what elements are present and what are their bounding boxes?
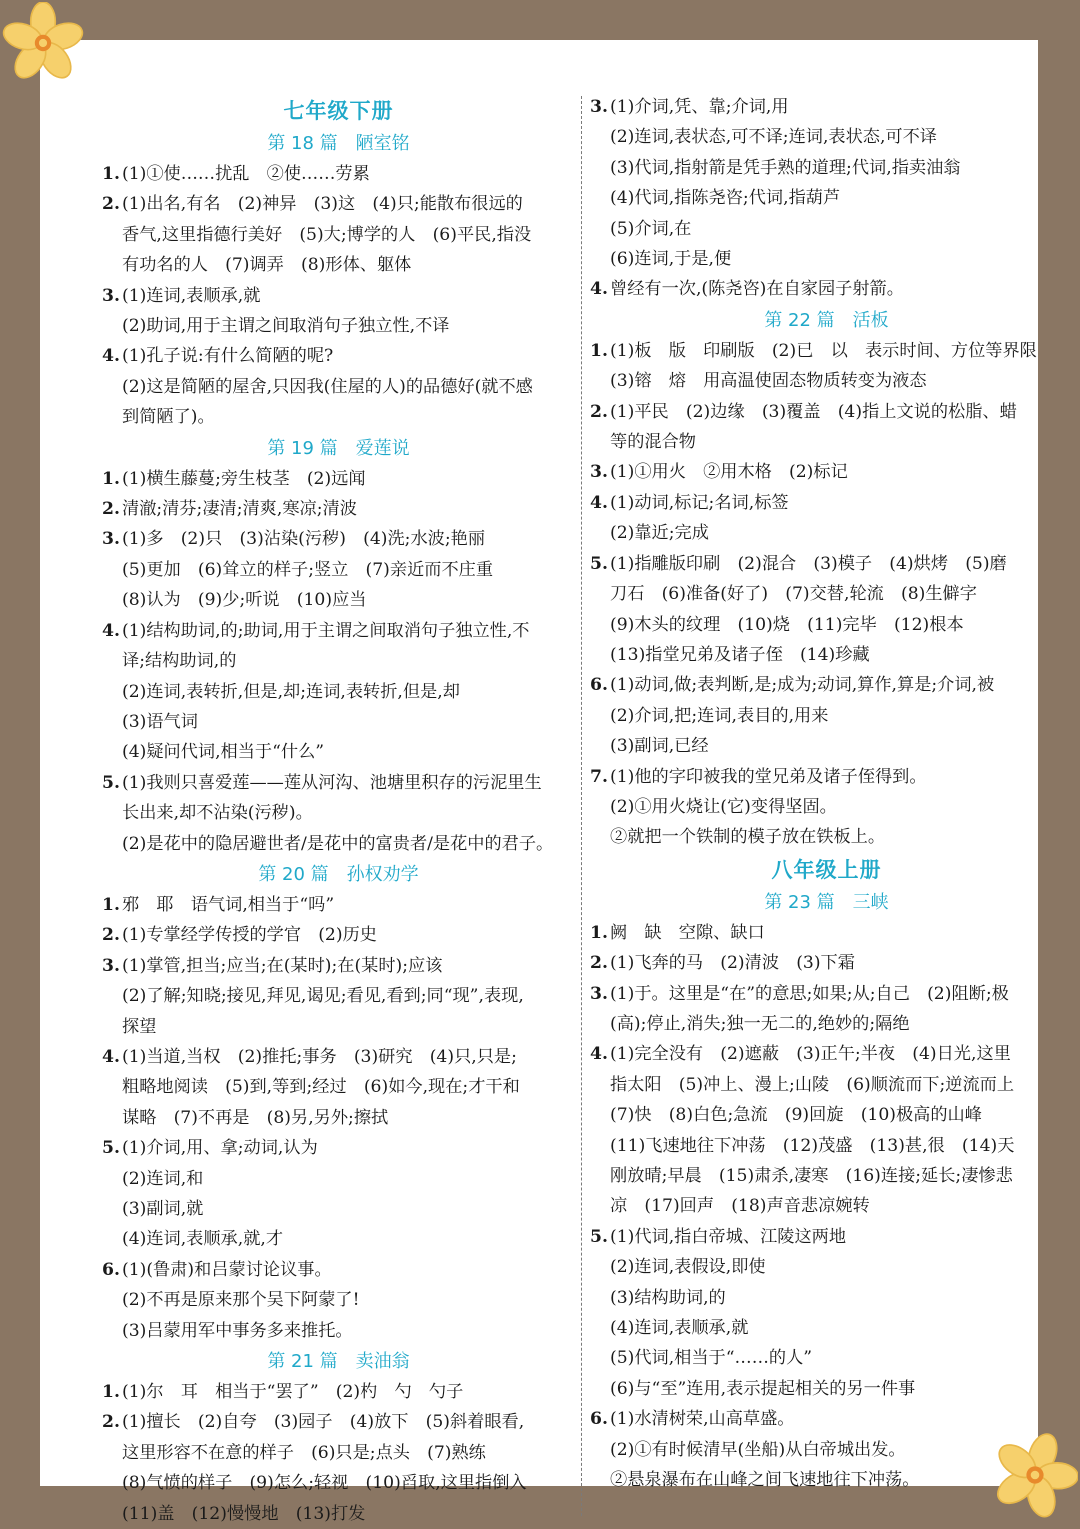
answer-line: (1)尔 耳 相当于“罢了” (2)杓 勺 勺子 xyxy=(122,1382,464,1403)
answer-line: 曾经有一次,(陈尧咨)在自家园子射箭。 xyxy=(610,279,904,300)
answer-item xyxy=(102,1255,575,1346)
answer-line: (2)是花中的隐居避世者/是花中的富贵者/是花中的君子。 xyxy=(122,833,554,854)
answer-item xyxy=(590,979,1063,1040)
answer-line: (2)连词,和 xyxy=(122,1168,204,1189)
answer-line: (2)这是简陋的屋舍,只因我(住屋的人)的品德好(就不感 xyxy=(122,376,533,397)
question-number: 5. xyxy=(102,772,120,793)
section-number: 第 20 篇 xyxy=(258,863,329,885)
question-number: 2. xyxy=(590,953,608,974)
answer-line: (1)连词,表顺承,就 xyxy=(122,285,261,306)
answer-line: (高);停止,消失;独一无二的,绝妙的;隔绝 xyxy=(610,1013,910,1034)
section-heading xyxy=(590,305,1063,336)
answer-line: (1)指雕版印刷 (2)混合 (3)模子 (4)烘烤 (5)磨 xyxy=(610,553,1007,574)
answer-line: 邪 耶 语气词,相当于“吗” xyxy=(122,894,335,915)
question-number: 1. xyxy=(590,340,608,361)
answer-line: 译;结构助词,的 xyxy=(122,651,237,672)
answer-line: 香气,这里指德行美好 (5)大;博学的人 (6)平民,指没 xyxy=(122,224,532,245)
answer-item xyxy=(102,341,575,432)
answer-line: 等的混合物 xyxy=(610,432,696,453)
flower-decoration-top-left xyxy=(2,2,84,84)
answer-line: (1)介词,凭、靠;介词,用 xyxy=(610,97,789,117)
answer-line: (1)当道,当权 (2)推托;事务 (3)研究 (4)只,只是; xyxy=(122,1046,517,1067)
answer-line: 凉 (17)回声 (18)声音悲凉婉转 xyxy=(610,1196,870,1217)
answer-item xyxy=(102,524,575,615)
answer-line: (8)气愤的样子 (9)怎么;轻视 (10)舀取,这里指倒入 xyxy=(122,1473,527,1494)
answer-line: (8)认为 (9)少;听说 (10)应当 xyxy=(122,590,367,611)
answer-item xyxy=(590,549,1063,671)
answer-line: (2)连词,表假设,即使 xyxy=(610,1257,766,1278)
answer-line: (2)①用火烧让(它)变得坚固。 xyxy=(610,796,837,817)
answer-item xyxy=(102,281,575,342)
answer-line: (2)介词,把;连词,表目的,用来 xyxy=(610,705,829,726)
answer-item xyxy=(590,92,1063,274)
answer-line: (3)结构助词,的 xyxy=(610,1287,726,1308)
section-title: 陋室铭 xyxy=(355,133,410,154)
right-column xyxy=(590,92,1063,1495)
question-number: 6. xyxy=(590,675,608,696)
question-number: 6. xyxy=(590,1409,608,1430)
question-number: 4. xyxy=(102,346,120,367)
section-number: 第 19 篇 xyxy=(267,437,338,459)
answer-line: (4)疑问代词,相当于“什么” xyxy=(122,742,325,763)
section-heading xyxy=(102,128,575,159)
section-heading xyxy=(590,887,1063,918)
answer-page xyxy=(40,40,1038,1524)
answer-line: (5)代词,相当于“……的人” xyxy=(610,1348,813,1369)
answer-line: (2)助词,用于主谓之间取消句子独立性,不译 xyxy=(122,316,450,337)
section-heading xyxy=(102,433,575,464)
answer-item xyxy=(102,189,575,280)
answer-item xyxy=(590,457,1063,487)
answer-line: (13)指堂兄弟及诸子侄 (14)珍藏 xyxy=(610,644,870,665)
section-title: 卖油翁 xyxy=(355,1351,410,1373)
answer-line: 粗略地阅读 (5)到,等到;经过 (6)如今,现在;才干和 xyxy=(122,1077,520,1098)
question-number: 1. xyxy=(102,468,120,489)
answer-line: (3)副词,已经 xyxy=(610,736,709,757)
question-number: 3. xyxy=(590,983,608,1004)
answer-item xyxy=(590,1222,1063,1404)
question-number: 1. xyxy=(102,894,120,915)
answer-line: (1)飞奔的马 (2)清波 (3)下霜 xyxy=(610,953,855,974)
answer-line: 探望 xyxy=(122,1016,157,1037)
question-number: 2. xyxy=(102,925,120,946)
question-number: 4. xyxy=(590,1044,608,1065)
question-number: 3. xyxy=(102,285,120,306)
grade-heading: 八年级上册 xyxy=(771,857,882,882)
answer-line: 这里形容不在意的样子 (6)只是;点头 (7)熟练 xyxy=(122,1442,486,1463)
answer-line: (1)专掌经学传授的学官 (2)历史 xyxy=(122,925,377,946)
answer-line: 清澈;清芬;凄清;清爽,寒凉;清波 xyxy=(122,499,357,520)
section-number: 第 23 篇 xyxy=(764,891,835,913)
answer-line: 到简陋了)。 xyxy=(122,407,215,428)
answer-item xyxy=(590,488,1063,549)
flower-decoration-bottom-right xyxy=(992,1432,1078,1518)
answer-line: (1)出名,有名 (2)神异 (3)这 (4)只;能散布很远的 xyxy=(122,194,523,215)
answer-line: (2)连词,表转折,但是,却;连词,表转折,但是,却 xyxy=(122,681,460,702)
answer-item xyxy=(590,948,1063,978)
answer-item xyxy=(102,1377,575,1407)
answer-line: (1)①用火 ②用木格 (2)标记 xyxy=(610,462,848,483)
question-number: 2. xyxy=(102,499,120,520)
answer-line: (1)擅长 (2)自夸 (3)园子 (4)放下 (5)斜着眼看, xyxy=(122,1412,525,1433)
question-number: 4. xyxy=(590,492,608,513)
question-number: 3. xyxy=(590,97,608,117)
answer-line: 刚放晴;早晨 (15)肃杀,凄寒 (16)连接;延长;凄惨悲 xyxy=(610,1166,1013,1186)
answer-line: (9)木头的纹理 (10)烧 (11)完毕 (12)根本 xyxy=(610,614,964,635)
answer-item xyxy=(590,336,1063,397)
question-number: 1. xyxy=(102,164,120,184)
question-number: 3. xyxy=(590,462,608,483)
answer-item xyxy=(102,1407,575,1529)
answer-line: (7)快 (8)白色;急流 (9)回旋 (10)极高的山峰 xyxy=(610,1105,982,1126)
answer-item xyxy=(102,890,575,920)
answer-item xyxy=(590,274,1063,304)
answer-line: (1)于。这里是“在”的意思;如果;从;自己 (2)阻断;极 xyxy=(610,983,1009,1004)
question-number: 1. xyxy=(590,922,608,943)
answer-line: (2)了解;知晓;接见,拜见,谒见;看见,看到;同“现”,表现, xyxy=(122,986,524,1007)
answer-line: (1)结构助词,的;助词,用于主谓之间取消句子独立性,不 xyxy=(122,620,530,641)
question-number: 5. xyxy=(102,1138,120,1159)
answer-line: (1)孔子说:有什么简陋的呢? xyxy=(122,346,334,367)
answer-line: (1)我则只喜爱莲——莲从河沟、池塘里积存的污泥里生 xyxy=(122,772,542,793)
answer-item xyxy=(102,920,575,950)
answer-item xyxy=(102,1042,575,1133)
question-number: 4. xyxy=(590,279,608,300)
answer-item xyxy=(590,1039,1063,1221)
answer-line: (2)①有时候清早(坐船)从白帝城出发。 xyxy=(610,1439,906,1460)
answer-line: (1)他的字印被我的堂兄弟及诸子侄得到。 xyxy=(610,766,927,787)
answer-line: (2)靠近;完成 xyxy=(610,523,709,544)
answer-line: (3)语气词 xyxy=(122,711,198,732)
answer-line: (3)副词,就 xyxy=(122,1199,204,1219)
column-divider xyxy=(581,96,582,1516)
answer-line: (1)板 版 印刷版 (2)已 以 表示时间、方位等界限 xyxy=(610,340,1037,361)
answer-line: ②悬泉瀑布在山峰之间飞速地往下冲荡。 xyxy=(610,1470,920,1491)
section-heading xyxy=(102,1346,575,1377)
answer-item xyxy=(102,464,575,494)
answer-line: (1)多 (2)只 (3)沾染(污秽) (4)洗;水波;艳丽 xyxy=(122,529,486,550)
answer-line: (1)介词,用、拿;动词,认为 xyxy=(122,1138,318,1159)
answer-item xyxy=(590,670,1063,761)
question-number: 4. xyxy=(102,1046,120,1067)
question-number: 5. xyxy=(590,553,608,574)
answer-item xyxy=(102,768,575,859)
question-number: 2. xyxy=(102,1412,120,1433)
section-heading xyxy=(102,859,575,890)
section-title: 爱莲说 xyxy=(355,437,410,459)
answer-line: 长出来,却不沾染(污秽)。 xyxy=(122,803,313,824)
answer-line: 阙 缺 空隙、缺口 xyxy=(610,922,765,943)
question-number: 3. xyxy=(102,955,120,976)
answer-item xyxy=(102,1133,575,1255)
answer-line: (2)连词,表状态,可不译;连词,表状态,可不译 xyxy=(610,127,937,148)
answer-item xyxy=(102,616,575,768)
answer-line: (1)动词,标记;名词,标签 xyxy=(610,492,789,513)
answer-line: (1)平民 (2)边缘 (3)覆盖 (4)指上文说的松脂、蜡 xyxy=(610,401,1017,422)
question-number: 7. xyxy=(590,766,608,787)
answer-line: (1)掌管,担当;应当;在(某时);在(某时);应该 xyxy=(122,955,443,976)
answer-line: (4)连词,表顺承,就 xyxy=(610,1318,749,1339)
section-number: 第 22 篇 xyxy=(764,309,835,331)
answer-line: (5)介词,在 xyxy=(610,218,692,239)
answer-item xyxy=(102,494,575,524)
answer-line: 指太阳 (5)冲上、漫上;山陵 (6)顺流而下;逆流而上 xyxy=(610,1074,1015,1095)
answer-line: (1)完全没有 (2)遮蔽 (3)正午;半夜 (4)日光,这里 xyxy=(610,1044,1011,1065)
grade-heading: 七年级下册 xyxy=(283,99,394,123)
question-number: 2. xyxy=(590,401,608,422)
answer-line: (3)代词,指射箭是凭手熟的道理;代词,指卖油翁 xyxy=(610,157,961,178)
answer-line: (11)盖 (12)慢慢地 (13)打发 xyxy=(122,1503,366,1524)
answer-line: 有功名的人 (7)调弄 (8)形体、躯体 xyxy=(122,255,412,276)
question-number: 3. xyxy=(102,529,120,550)
left-column xyxy=(102,94,575,1529)
answer-line: (3)镕 熔 用高温使固态物质转变为液态 xyxy=(610,371,927,392)
answer-line: (1)水清树荣,山高草盛。 xyxy=(610,1409,795,1430)
answer-line: (1)①使……扰乱 ②使……劳累 xyxy=(122,164,370,184)
answer-line: (1)动词,做;表判断,是;成为;动词,算作,算是;介词,被 xyxy=(610,675,995,696)
answer-line: (2)不再是原来那个吴下阿蒙了! xyxy=(122,1290,360,1311)
answer-line: 刀石 (6)准备(好了) (7)交替,轮流 (8)生僻字 xyxy=(610,584,977,605)
answer-line: (11)飞速地往下冲荡 (12)茂盛 (13)甚,很 (14)天 xyxy=(610,1135,1015,1156)
question-number: 4. xyxy=(102,620,120,641)
answer-item xyxy=(590,762,1063,853)
answer-line: 谋略 (7)不再是 (8)另,另外;擦拭 xyxy=(122,1107,389,1128)
question-number: 1. xyxy=(102,1382,120,1403)
answer-item xyxy=(102,159,575,189)
question-number: 5. xyxy=(590,1226,608,1247)
answer-line: (4)连词,表顺承,就,才 xyxy=(122,1229,284,1250)
answer-item xyxy=(590,397,1063,458)
answer-line: (6)连词,于是,便 xyxy=(610,249,732,270)
question-number: 6. xyxy=(102,1259,120,1280)
answer-line: (1)横生藤蔓;旁生枝茎 (2)远闻 xyxy=(122,468,366,489)
answer-line: (1)(鲁肃)和吕蒙讨论议事。 xyxy=(122,1259,332,1280)
question-number: 2. xyxy=(102,194,120,215)
answer-line: (3)吕蒙用军中事务多来推托。 xyxy=(122,1320,353,1341)
answer-line: ②就把一个铁制的模子放在铁板上。 xyxy=(610,827,886,848)
answer-item xyxy=(590,918,1063,948)
answer-line: (5)更加 (6)耸立的样子;竖立 (7)亲近而不庄重 xyxy=(122,559,494,580)
answer-item xyxy=(102,951,575,1042)
answer-line: (4)代词,指陈尧咨;代词,指葫芦 xyxy=(610,188,841,209)
answer-line: (6)与“至”连用,表示提起相关的另一件事 xyxy=(610,1378,916,1399)
section-number: 第 18 篇 xyxy=(267,133,338,154)
section-title: 活板 xyxy=(852,309,889,331)
section-title: 孙权劝学 xyxy=(346,863,419,885)
answer-line: (1)代词,指白帝城、江陵这两地 xyxy=(610,1226,847,1247)
section-number: 第 21 篇 xyxy=(267,1351,338,1373)
section-title: 三峡 xyxy=(852,891,889,913)
